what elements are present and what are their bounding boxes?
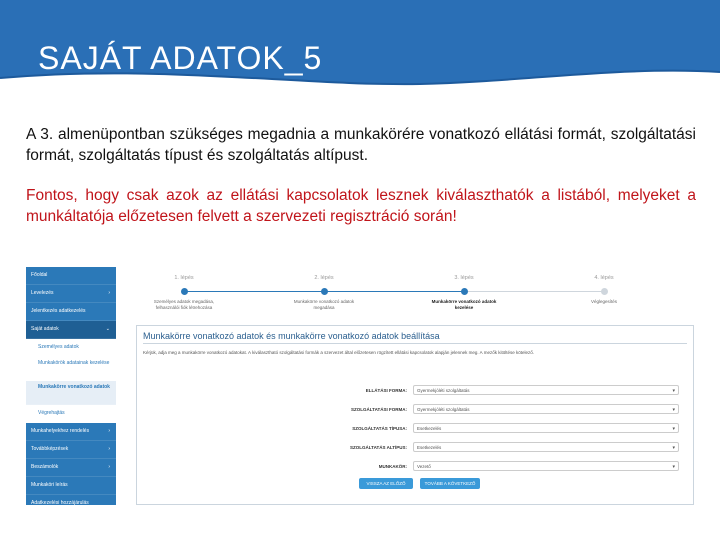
step-connector <box>464 291 604 292</box>
step-2-dot <box>321 288 328 295</box>
step-1-label: 1. lépés <box>174 275 194 281</box>
form-row-szolgaltatasi-forma <box>137 404 693 416</box>
form-row-munkakor <box>137 461 693 473</box>
sidebar-item-label: Végrehajtás <box>38 410 65 416</box>
embedded-screenshot <box>26 267 700 542</box>
form-label: SZOLGÁLTATÁS ALTÍPUS: <box>350 445 407 450</box>
select-value: Esetkezelés <box>417 445 442 450</box>
sidebar-item-label: Továbbképzések <box>31 446 69 452</box>
step-3-label: 3. lépés <box>454 275 474 281</box>
sidebar-subitem-szemelyes-adatok[interactable] <box>26 339 116 357</box>
sidebar-item-label: Saját adatok <box>31 326 59 332</box>
sidebar-item-munkakori-leiras[interactable] <box>26 477 116 495</box>
step-indicator <box>116 267 700 319</box>
step-3-description: Munkakörre vonatkozó adatok kezelése <box>431 299 497 310</box>
chevron-right-icon: › <box>108 290 110 296</box>
sidebar-subitem-munkakorok[interactable] <box>26 357 116 381</box>
sidebar-item-levelezes[interactable] <box>26 285 116 303</box>
munkakor-select[interactable] <box>413 461 679 471</box>
panel-divider <box>143 343 687 344</box>
szolgaltatas-altipus-select[interactable] <box>413 442 679 452</box>
step-4-description: Véglegesítés <box>590 299 618 304</box>
app-main <box>116 267 700 505</box>
sidebar-item-label: Munkaköri leírás <box>31 482 68 488</box>
form-label: MUNKAKÖR: <box>378 464 407 469</box>
slide-title: SAJÁT ADATOK_5 <box>38 40 323 76</box>
step-connector <box>184 291 324 292</box>
chevron-right-icon: › <box>108 464 110 470</box>
form-label: SZOLGÁLTATÁS TÍPUSA: <box>352 426 407 431</box>
step-2-label: 2. lépés <box>314 275 334 281</box>
sidebar-item-tovabbkepzesek[interactable] <box>26 441 116 459</box>
sidebar-item-label: Személyes adatok <box>38 344 79 350</box>
sidebar-item-label: Adatkezelési hozzájárulás <box>31 500 89 506</box>
szolgaltatas-tipusa-select[interactable] <box>413 423 679 433</box>
sidebar-item-jelentkezesi-lapok[interactable] <box>26 513 116 531</box>
sidebar-subitem-vegrehajtas[interactable] <box>26 405 116 423</box>
app-sidebar <box>26 267 116 542</box>
warning-paragraph: Fontos, hogy csak azok az ellátási kapcsolatok lesznek kiválaszthatók a listából, melyeket a munkáltatója előzetesen felvett a szervezeti regisztráció során! <box>26 187 696 225</box>
sidebar-item-label: Kijelentkezés <box>31 536 61 542</box>
select-value: Gyermekjóléti szolgáltatás <box>417 407 470 412</box>
chevron-right-icon: › <box>108 446 110 452</box>
step-1-dot <box>181 288 188 295</box>
dropdown-caret-icon: ▾ <box>672 388 675 394</box>
szolgaltatasi-forma-select[interactable] <box>413 404 679 414</box>
slide-header <box>0 0 720 97</box>
form-row-ellatasi-forma <box>137 385 693 397</box>
sidebar-item-sajat-adatok[interactable] <box>26 321 116 339</box>
chevron-right-icon: › <box>108 428 110 434</box>
select-value: Gyermekjóléti szolgáltatás <box>417 388 470 393</box>
panel-description: Kérjük, adja meg a munkakörre vonatkozó adatokat. A kiválasztható szolgáltatási formák a szervezet által előzetesen rögzített ellátási kapcsolatok alapján jelennek meg. A mezők kitöltése kötelező. <box>143 350 534 355</box>
sidebar-item-label: Jelentkezési lapok <box>31 518 72 524</box>
select-value: Esetkezelés <box>417 426 442 431</box>
instruction-paragraph: A 3. almenüpontban szükséges megadnia a munkakörére vonatkozó ellátási formát, szolgáltatási formát, szolgáltatás típust és szolgáltatás altípust. <box>26 126 696 164</box>
dropdown-caret-icon: ▾ <box>672 407 675 413</box>
step-4-label: 4. lépés <box>594 275 614 281</box>
sidebar-item-label: Munkakörre vonatkozó adatok <box>38 384 110 390</box>
form-label: SZOLGÁLTATÁSI FORMA: <box>351 407 407 412</box>
sidebar-item-label: Beszámolók <box>31 464 59 470</box>
step-2-description: Munkakörre vonatkozó adatok megadása <box>293 299 355 310</box>
sidebar-subitem-munkakorre-vonatkozo[interactable] <box>26 381 116 405</box>
step-1-description: Személyes adatok megadása, felhasználói fiók létrehozása <box>153 299 215 310</box>
form-label: ELLÁTÁSI FORMA: <box>365 388 407 393</box>
form-row-szolgaltatas-altipus <box>137 442 693 454</box>
sidebar-item-label: Levelezés <box>31 290 54 296</box>
sidebar-item-fooldal[interactable] <box>26 267 116 285</box>
settings-panel <box>136 325 694 505</box>
sidebar-item-adatkezelesi[interactable] <box>26 495 116 513</box>
select-value: Vezető <box>417 464 431 469</box>
form-row-szolgaltatas-tipusa <box>137 423 693 435</box>
step-3-dot <box>461 288 468 295</box>
step-connector <box>324 291 464 292</box>
sidebar-item-beszamolok[interactable] <box>26 459 116 477</box>
back-button[interactable]: VISSZA AZ ELŐZŐ LÉPÉSHEZ <box>359 478 413 489</box>
sidebar-item-label: Munkakörök adatainak kezelése <box>38 360 110 366</box>
chevron-down-icon: ⌄ <box>105 326 110 332</box>
sidebar-item-jelentkezes[interactable] <box>26 303 116 321</box>
sidebar-item-label: Munkahelyekhez rendelés <box>31 428 90 434</box>
step-4-dot <box>601 288 608 295</box>
sidebar-item-munkahelyek[interactable] <box>26 423 116 441</box>
sidebar-item-label: Főoldal <box>31 272 48 278</box>
panel-title: Munkakörre vonatkozó adatok és munkakörre vonatkozó adatok beállítása <box>143 331 440 341</box>
dropdown-caret-icon: ▾ <box>672 445 675 451</box>
dropdown-caret-icon: ▾ <box>672 426 675 432</box>
sidebar-item-label: Jelentkezés adatkezelés <box>31 308 86 314</box>
next-button[interactable]: TOVÁBB A KÖVETKEZŐ LÉPÉSHEZ <box>420 478 480 489</box>
ellatasi-forma-select[interactable] <box>413 385 679 395</box>
dropdown-caret-icon: ▾ <box>672 464 675 470</box>
sidebar-item-kijelentkezes[interactable] <box>26 531 116 549</box>
